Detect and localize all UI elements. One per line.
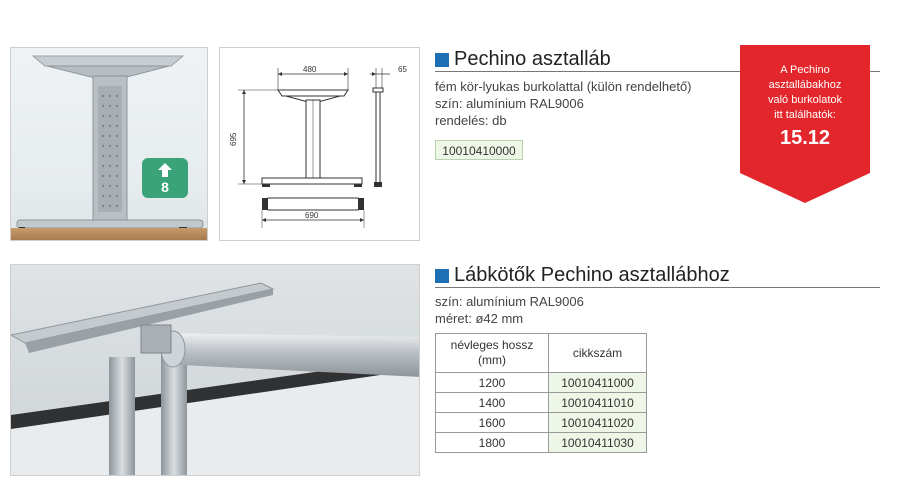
description-line: rendelés: db [435,113,507,128]
header-length [436,334,549,373]
table-leg-illustration [11,48,208,241]
dim-height: 695 [229,132,238,146]
product2-title: Lábkötők Pechino asztallábhoz [454,264,730,286]
dim-base-width: 690 [305,211,319,220]
cell-length: 1600 [436,413,549,433]
arrow-up-icon [157,162,173,178]
product2-heading [435,264,730,287]
cell-code: 10010411010 [549,393,647,413]
cross-reference-banner [740,45,870,203]
table-row [436,433,647,453]
banner-line: való burkolatok [768,94,842,106]
description-line: fém kör-lyukas burkolattal (külön rendelhető) [435,79,692,94]
divider [435,287,880,288]
badge-number: 8 [161,179,169,195]
header-code: cikkszám [549,334,647,373]
cell-code: 10010411000 [549,373,647,393]
product1-title: Pechino asztalláb [454,48,611,70]
dimension-drawing [220,48,421,242]
banner-line: itt találhatók: [774,109,836,121]
blue-square-icon [435,269,449,283]
floor [11,228,207,240]
cell-length: 1200 [436,373,549,393]
product-photo-table-leg [10,47,208,241]
product1-description [435,78,692,129]
crossbar-illustration [11,265,420,476]
table-row [436,393,647,413]
dim-top-width: 480 [303,65,317,74]
description-line: méret: ø42 mm [435,311,524,326]
cell-length: 1400 [436,393,549,413]
header-length-line: névleges hossz [450,338,534,352]
load-badge [142,158,188,198]
cell-code: 10010411030 [549,433,647,453]
cell-length: 1800 [436,433,549,453]
table-row [436,413,647,433]
description-line: szín: alumínium RAL9006 [435,96,584,111]
product1-code: 10010410000 [435,140,523,160]
banner-page-ref: 15.12 [779,127,831,149]
table-row [436,373,647,393]
header-length-line: (mm) [478,353,506,367]
product2-description [435,293,584,327]
crossbar-spec-table [435,333,647,453]
banner-line: A Pechino [780,64,830,76]
product-photo-crossbar [10,264,420,476]
cell-code: 10010411020 [549,413,647,433]
banner-text [740,63,870,151]
product1-heading [435,48,611,71]
banner-line: asztallábakhoz [768,79,842,91]
dim-depth: 65 [398,65,407,74]
blue-square-icon [435,53,449,67]
technical-drawing [219,47,420,241]
description-line: szín: alumínium RAL9006 [435,294,584,309]
table-header-row [436,334,647,373]
